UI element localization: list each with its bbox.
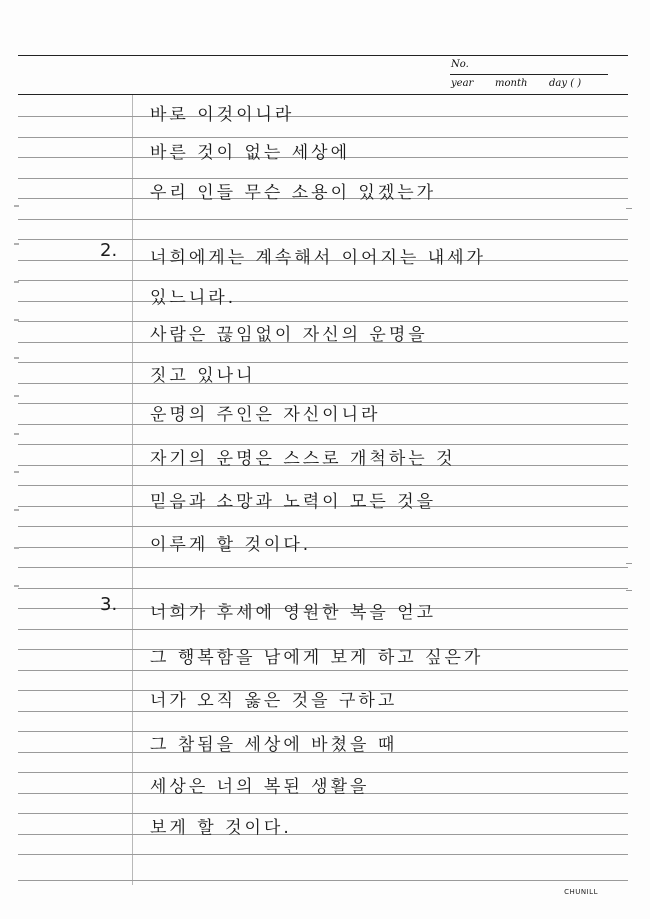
binder-mark [14, 509, 19, 511]
binder-mark [14, 243, 19, 245]
ruled-line [18, 219, 628, 220]
ruled-line [18, 116, 628, 117]
passage-line: 짓고 있나니 [150, 366, 256, 386]
header-no-label: No. [451, 59, 469, 70]
ruled-line [18, 280, 628, 281]
edge-tick [626, 208, 632, 209]
header-day-label: day ( ) [549, 78, 582, 89]
ruled-line [18, 567, 628, 568]
passage-number: 3. [100, 594, 118, 615]
edge-tick [626, 590, 632, 591]
binder-mark [14, 433, 19, 435]
passage-line: 있느니라. [150, 288, 237, 308]
ruled-line [18, 301, 628, 302]
margin-line [132, 95, 133, 885]
passage-line: 너희가 후세에 영원한 복을 얻고 [150, 603, 437, 623]
ruled-line [18, 834, 628, 835]
binder-mark [14, 319, 19, 321]
ruled-line [18, 629, 628, 630]
ruled-line [18, 383, 628, 384]
ruled-line [18, 362, 628, 363]
passage-line: 너희에게는 계속해서 이어지는 내세가 [150, 248, 486, 268]
header-year-label: year [451, 78, 474, 89]
passage-line: 너가 오직 옳은 것을 구하고 [150, 691, 398, 711]
binder-mark [14, 471, 19, 473]
ruled-line [18, 547, 628, 548]
header-month-label: month [495, 78, 528, 89]
passage-line: 믿음과 소망과 노력이 모든 것을 [150, 492, 437, 512]
ruled-line [18, 588, 628, 589]
header-top-rule [18, 55, 628, 56]
binder-mark [14, 547, 19, 549]
edge-tick [626, 563, 632, 564]
ruled-line [18, 711, 628, 712]
passage-line: 사람은 끊임없이 자신의 운명을 [150, 325, 428, 345]
header-bottom-rule [18, 94, 628, 95]
binder-mark [14, 585, 19, 587]
brand-label: CHUNILL [564, 888, 598, 896]
binder-mark [14, 357, 19, 359]
passage-line: 그 참됨을 세상에 바쳤을 때 [150, 735, 398, 755]
passage-line: 운명의 주인은 자신이니라 [150, 405, 381, 425]
ruled-line [18, 854, 628, 855]
passage-line: 그 행복함을 남에게 보게 하고 싶은가 [150, 648, 484, 668]
binder-mark [14, 205, 19, 207]
ruled-line [18, 485, 628, 486]
footer-rule [18, 880, 628, 881]
passage-number: 2. [100, 240, 118, 261]
passage-line: 자기의 운명은 스스로 개척하는 것 [150, 449, 456, 469]
passage-line: 세상은 너의 복된 생활을 [150, 777, 370, 797]
passage-line: 바로 이것이니라 [150, 105, 295, 125]
ruled-line [18, 670, 628, 671]
ruled-line [18, 813, 628, 814]
ruled-line [18, 526, 628, 527]
binder-mark [14, 395, 19, 397]
binder-mark [14, 281, 19, 283]
header-no-underline [450, 74, 608, 75]
passage-line: 우리 인들 무슨 소용이 있겠는가 [150, 183, 437, 203]
passage-line: 이루게 할 것이다. [150, 535, 312, 555]
passage-line: 바른 것이 없는 세상에 [150, 143, 351, 163]
passage-line: 보게 할 것이다. [150, 818, 292, 838]
